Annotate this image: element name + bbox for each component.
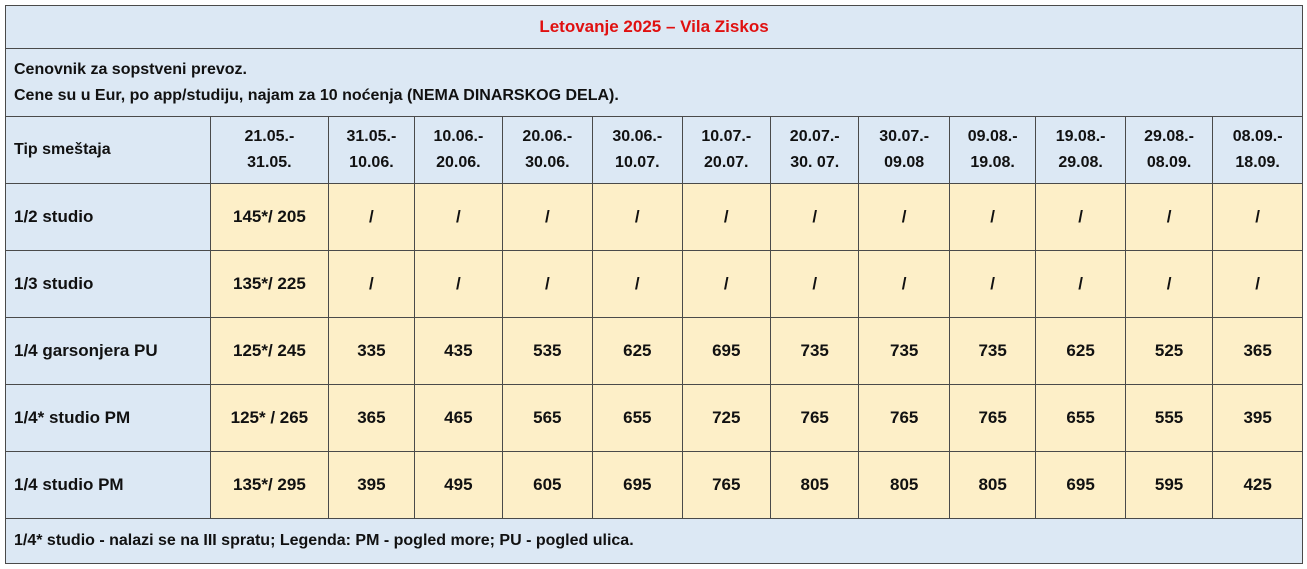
price-cell: 765 [859,385,949,452]
price-cell: / [682,184,770,251]
title-row [6,6,1303,49]
period-header [682,117,770,184]
price-cell: 495 [415,452,502,519]
price-cell: / [682,251,770,318]
period-from: 30.07.- [879,128,930,145]
period-header [211,117,329,184]
accommodation-type-label: 1/3 studio [6,251,211,318]
period-to: 19.08. [970,154,1015,171]
price-cell: 725 [682,385,770,452]
price-cell: 625 [593,318,682,385]
period-to: 30.06. [525,154,570,171]
info-cell [6,49,1303,117]
price-cell: 805 [859,452,949,519]
period-header [502,117,592,184]
price-cell: 655 [1036,385,1125,452]
period-from: 21.05.- [244,128,295,145]
price-cell: / [859,251,949,318]
price-cell: 805 [770,452,858,519]
period-to: 08.09. [1146,154,1192,171]
price-cell: / [593,184,682,251]
period-to: 20.06. [436,154,481,171]
price-cell: / [949,184,1035,251]
price-cell: / [1036,184,1125,251]
price-cell: 125*/ 245 [211,318,329,385]
price-cell: 695 [593,452,682,519]
price-cell: 735 [949,318,1035,385]
price-cell: 125* / 265 [211,385,329,452]
price-cell: / [1125,251,1212,318]
info-row [6,49,1303,117]
price-cell: 135*/ 295 [211,452,329,519]
period-to: 18.09. [1235,154,1280,171]
period-header [949,117,1035,184]
price-cell: 365 [1213,318,1303,385]
table-row [6,318,1303,385]
price-table [5,5,1303,564]
price-cell: / [770,251,858,318]
footnote: 1/4* studio - nalazi se na III spratu; Legenda: PM - pogled more; PU - pogled ulica. [6,519,1303,564]
price-cell: 695 [1036,452,1125,519]
period-from: 10.07.- [701,128,752,145]
footnote-row [6,519,1303,564]
price-cell: 695 [682,318,770,385]
table-row [6,251,1303,318]
period-to: 09.08 [884,154,925,171]
period-to: 30. 07. [790,154,840,171]
price-cell: 765 [949,385,1035,452]
price-cell: 625 [1036,318,1125,385]
price-cell: / [593,251,682,318]
price-cell: 605 [502,452,592,519]
price-cell: / [1213,251,1303,318]
price-cell: / [770,184,858,251]
price-cell: / [502,251,592,318]
period-header [415,117,502,184]
price-cell: 395 [1213,385,1303,452]
price-cell: 765 [770,385,858,452]
accommodation-type-header: Tip smeštaja [6,117,211,184]
price-cell: / [1125,184,1212,251]
period-from: 29.08.- [1144,128,1194,145]
accommodation-type-label: 1/2 studio [6,184,211,251]
price-cell: 805 [949,452,1035,519]
period-to: 10.06. [349,154,394,171]
period-from: 30.06.- [612,128,663,145]
table-title: Letovanje 2025 – Vila Ziskos [539,16,769,36]
price-cell: / [502,184,592,251]
info-line-1: Cenovnik za sopstveni prevoz. [14,60,247,78]
period-from: 10.06.- [433,128,484,145]
price-cell: 565 [502,385,592,452]
info-line-2: Cene su u Eur, po app/studiju, najam za 10 noćenja (NEMA DINARSKOG DELA). [14,86,619,104]
period-to: 10.07. [615,154,660,171]
period-header [593,117,682,184]
period-header [328,117,414,184]
price-cell: 765 [682,452,770,519]
price-cell: 465 [415,385,502,452]
price-cell: 535 [502,318,592,385]
table-row [6,385,1303,452]
period-header [859,117,949,184]
price-cell: 735 [770,318,858,385]
period-from: 19.08.- [1055,128,1106,145]
table-row [6,452,1303,519]
period-from: 20.07.- [789,128,840,145]
period-header [1125,117,1212,184]
period-from: 31.05.- [346,128,397,145]
period-header [1036,117,1125,184]
period-header [770,117,858,184]
header-row [6,117,1303,184]
period-to: 20.07. [704,154,749,171]
accommodation-type-label: 1/4 garsonjera PU [6,318,211,385]
period-header [1213,117,1303,184]
price-cell: / [949,251,1035,318]
price-cell: / [328,184,414,251]
price-cell: 595 [1125,452,1212,519]
period-to: 29.08. [1058,154,1103,171]
price-cell: 145*/ 205 [211,184,329,251]
price-cell: 735 [859,318,949,385]
price-cell: 655 [593,385,682,452]
price-cell: 525 [1125,318,1212,385]
price-cell: 435 [415,318,502,385]
period-to: 31.05. [247,154,292,171]
price-cell: 135*/ 225 [211,251,329,318]
period-from: 08.09.- [1232,128,1283,145]
price-cell: / [328,251,414,318]
period-from: 09.08.- [967,128,1018,145]
price-cell: 395 [328,452,414,519]
accommodation-type-label: 1/4 studio PM [6,452,211,519]
price-cell: / [1036,251,1125,318]
table-title-cell [6,6,1303,49]
accommodation-type-label: 1/4* studio PM [6,385,211,452]
price-cell: 555 [1125,385,1212,452]
price-cell: / [1213,184,1303,251]
price-cell: 425 [1213,452,1303,519]
period-from: 20.06.- [522,128,573,145]
table-row [6,184,1303,251]
price-cell: / [415,184,502,251]
price-cell: 335 [328,318,414,385]
price-cell: / [859,184,949,251]
price-cell: 365 [328,385,414,452]
price-cell: / [415,251,502,318]
